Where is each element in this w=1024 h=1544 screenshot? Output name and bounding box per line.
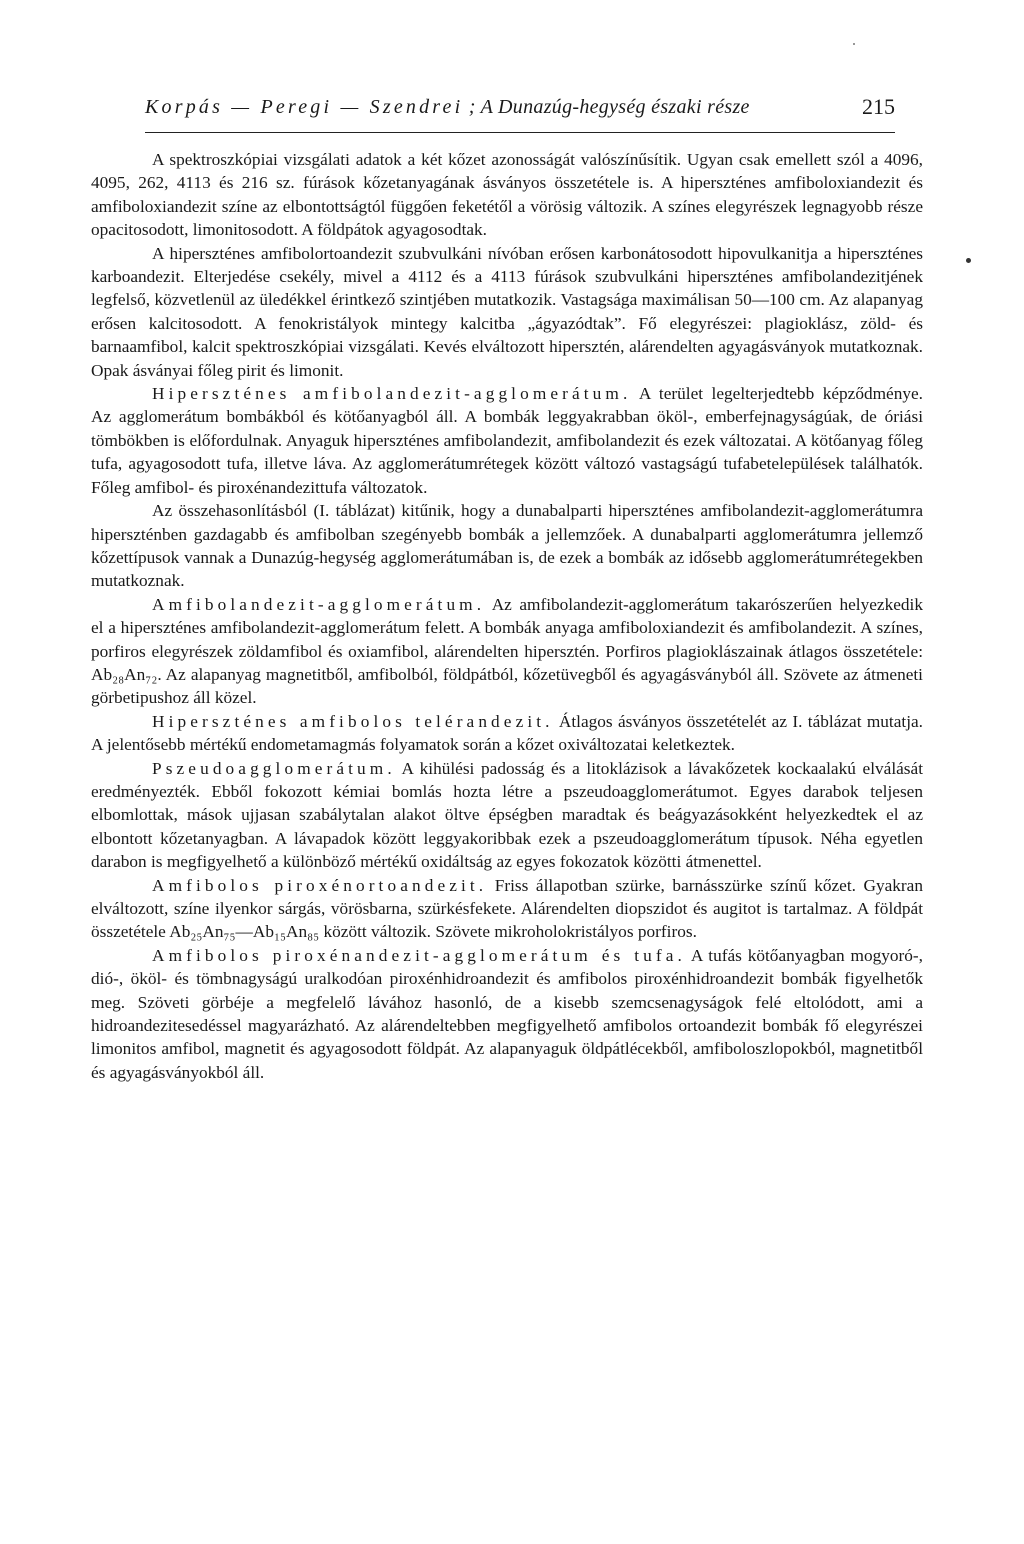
paragraph [91, 710, 923, 757]
paragraph-text: A kihülési padosság és a litoklázisok a lávakőzetek kockaalakú elválását eredményezték. Ebből fokozott kémiai bomlás hozta létre a pszeudoagglomerátumot. Egyes darabok teljesen elbomlottak, mások ujjasan szabálytalan alakot öltve épségben maradtak és beágyazásokként helyezkedtek el az elbontott kőzetanyagban. A lávapadok között leggyakoribbak ezek a pszeudoagglomerátum típusok. Néha egyetlen darabon is megfigyelhető a különböző mértékű oxidáltság az egyes fokozatok közötti átmenettel. [91, 758, 923, 872]
paragraph [91, 148, 923, 242]
paragraph-term: Hiperszténes amfibolos telérandezit. [152, 711, 554, 731]
header-title: ; A Dunazúg-hegység északi része [463, 96, 750, 118]
paragraph [91, 874, 923, 944]
paragraph-text: A spektroszkópiai vizsgálati adatok a két kőzet azonosságát valószínűsítik. Ugyan csak emellett szól a 4096, 4095, 262, 4113 és 216 sz. fúrások kőzetanyagának ásványos összetétele is. A hiperszténes amfiboloxiandezit és amfiboloxiandezit színe az elbontottságtól függően feketétől a vörösig változik. A színes elegyrészek legnagyobb része opacitosodott, limonitosodott. A földpátok agyagosodtak. [91, 150, 923, 240]
paragraph-term: Hiperszténes amfibolandezit-agglomerátum. [152, 384, 632, 404]
header-authors: Korpás — Peregi — Szendrei [145, 96, 464, 118]
paragraph-text: A hiperszténes amfibolortoandezit szubvulkáni nívóban erősen karbonátosodott hipovulkanitja a hiperszténes karboandezit. Elterjedése csekély, mivel a 4112 és a 4113 fúrások szubvulkáni hiperszténes amfibolandezitjének legfelső, közvetlenül az üledékkel érintkező szintjében mutatkozik. Vastagsága maximálisan 50—100 cm. Az alapanyag erősen kalcitosodott. A fenokristályok mintegy kalcitba „ágyazódtak”. Fő elegyrészei: plagioklász, zöld- és barnaamfibol, kalcit spektroszkópiai vizsgálati. Kevés elváltozott hipersztén, alárendelten agyagásványok mutatkoznak. Opak ásványai főleg pirit és limonit. [91, 243, 923, 380]
paragraph-term: Amfibolandezit-agglomerátum. [152, 594, 486, 614]
paragraph-text: A terület legelterjedtebb képződménye. Az agglomerátum bombákból és kötőanyagból áll. A bombák leggyakrabban ököl-, emberfejnagyságúak, de óriási tömbökben is előfordulnak. Anyaguk hiperszténes amfibolandezit, amfibolandezit és ezek változatai. A kötőanyag főleg tufa, agyagosodott tufa, illetve láva. Az agglomerátumrétegek között változó vastagságú tufabetelepülések találhatók. Főleg amfibol- és piroxénandezittufa változatok. [91, 384, 923, 497]
margin-mark [966, 258, 971, 263]
paragraph-text: Az összehasonlításból (I. táblázat) kitűnik, hogy a dunabalparti hiperszténes amfibolandezit-agglomerátumra hiperszténben gazdagabb és amfibolban szegényebb bombák a jellemzőek. A dunabalparti agglomerátumra jellemző kőzettípusok vannak a Dunazúg-hegység agglomerátumában is, de ezek a bombák az idősebb agglomerátumrétegekben mutatkoznak. [91, 501, 923, 591]
paragraph-text: A tufás kötőanyagban mogyoró-, dió-, ököl- és tömbnagyságú uralkodóan piroxénhidroandezit és amfibolos piroxénhidroandezit bombák figyelhetők meg. Szöveti görbéje a megfelelő lávához hasonló, de a kisebb szemcsenagyságok felé eltolódott, ami a hidroandezitesedéssel magyarázható. Az alárendeltebben megfigyelhető amfibolos ortoandezit bombák fő elegyrészei limonitos amfibol, magnetit és agyagosodott földpát. Az alapanyaguk öldpátlécekből, amfiboloszlopokból, magnetitből és agyagásványokból áll. [91, 945, 924, 1082]
paragraph-term: Pszeudoagglomerátum. [152, 758, 396, 778]
paragraph [91, 944, 923, 1084]
page-number: 215 [862, 94, 895, 119]
paragraph-text: Átlagos ásványos összetételét az I. táblázat mutatja. A jelentősebb mértékű endometamagmás folyamatok során a kőzet oxiváltozatai keletkeztek. [91, 711, 923, 755]
paragraph [91, 593, 923, 710]
paragraph-text: Az amfibolandezit-agglomerátum takarószerűen helyezkedik el a hiperszténes amfibolandezit-agglomerátum felett. A bombák anyaga amfiboloxiandezit és amfibolandezit. A színes, porfiros elegyrészek zöldamfibol és oxiamfibol, alárendelten hipersztén. Porfiros plagioklászainak átlagos összetétele: Ab₂₈An₇₂. Az alapanyag magnetitből, amfibolból, földpátból, kőzetüvegből és agyagásványból áll. Szövete az átmeneti görbetipushoz áll közel. [91, 594, 923, 708]
paragraph-term: Amfibolos piroxénortoandezit. [152, 875, 488, 895]
paragraph-term: Amfibolos piroxénandezit-agglomerátum és tufa. [152, 945, 686, 965]
paragraph [91, 757, 923, 874]
paragraph [91, 382, 923, 499]
paragraph [91, 242, 923, 382]
running-title [145, 96, 750, 119]
paragraph [91, 499, 923, 593]
speck-mark [853, 43, 855, 45]
body-text [91, 148, 923, 1084]
running-header [145, 92, 895, 133]
paragraph-text: Friss állapotban szürke, barnásszürke színű kőzet. Gyakran elváltozott, színe ilyenkor sárgás, vörösbarna, szürkésfekete. Alárendelten diopszidot és augitot is tartalmaz. A földpát összetétele Ab₂₅An₇₅—Ab₁₅An₈₅ között változik. Szövete mikroholokristályos porfiros. [91, 875, 923, 942]
